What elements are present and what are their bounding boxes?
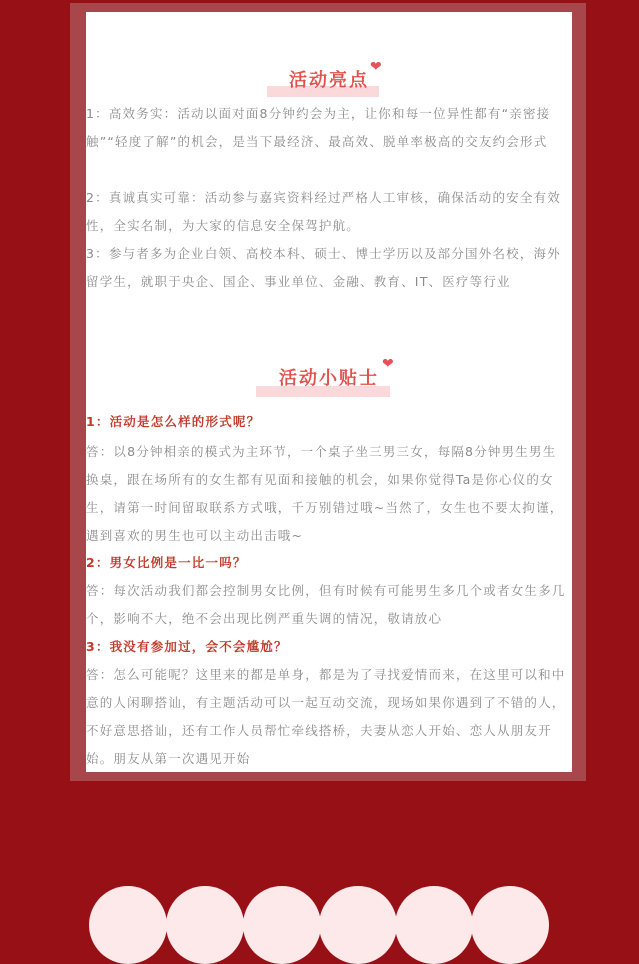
faq-question-2: 2：男女比例是一比一吗？ xyxy=(86,555,247,570)
scallop-circle xyxy=(166,886,244,964)
content-card xyxy=(86,12,572,772)
highlight-paragraph-1: 1：高效务实：活动以面对面8分钟约会为主，让你和每一位异性都有“亲密接触”“轻度了解”的机会，是当下最经济、最高效、脱单率极高的交友约会形式 xyxy=(86,106,551,149)
heart-icon: ❤ xyxy=(382,356,394,372)
faq-question-3: 3：我没有参加过，会不会尴尬？ xyxy=(86,639,288,654)
scallop-circle xyxy=(395,886,473,964)
faq-answer-1: 答：以8分钟相亲的模式为主环节，一个桌子坐三男三女，每隔8分钟男生男生换桌，跟在场所有的女生都有见面和接触的机会，如果你觉得Ta是你心仪的女生，请第一时间留取联系方式哦，千万别错过哦~当然了，女生也不要太拘谨，遇到喜欢的男生也可以主动出击哦~ xyxy=(86,444,564,543)
faq-answer-3: 答：怎么可能呢？这里来的都是单身，都是为了寻找爱情而来，在这里可以和中意的人闲聊搭讪，有主题活动可以一起互动交流，现场如果你遇到了不错的人，不好意思搭讪，还有工作人员帮忙牵线搭桥，夫妻从恋人开始、恋人从朋友开始。朋友从第一次遇见开始 xyxy=(86,667,566,766)
scallop-circle xyxy=(89,886,167,964)
scallop-circle xyxy=(243,886,321,964)
scallop-circle xyxy=(319,886,397,964)
faq-answer-2: 答：每次活动我们都会控制男女比例，但有时候有可能男生多几个或者女生多几个，影响不大，绝不会出现比例严重失调的情况，敬请放心 xyxy=(86,583,566,626)
heart-icon: ❤ xyxy=(370,59,382,75)
faq-question-1: 1：活动是怎么样的形式呢？ xyxy=(86,414,261,429)
section-title: 活动小贴士 xyxy=(279,368,379,389)
section-heading-tips xyxy=(86,356,572,392)
highlight-paragraph-3: 3：参与者多为企业白领、高校本科、硕士、博士学历以及部分国外名校，海外留学生，就职于央企、国企、事业单位、金融、教育、IT、医疗等行业 xyxy=(86,246,561,289)
scallop-circle xyxy=(471,886,549,964)
highlight-paragraph-2: 2：真诚真实可靠：活动参与嘉宾资料经过严格人工审核，确保活动的安全有效性，全实名制，为大家的信息安全保驾护航。 xyxy=(86,190,561,233)
section-title: 活动亮点 xyxy=(289,70,369,91)
section-heading-highlights xyxy=(86,59,572,94)
